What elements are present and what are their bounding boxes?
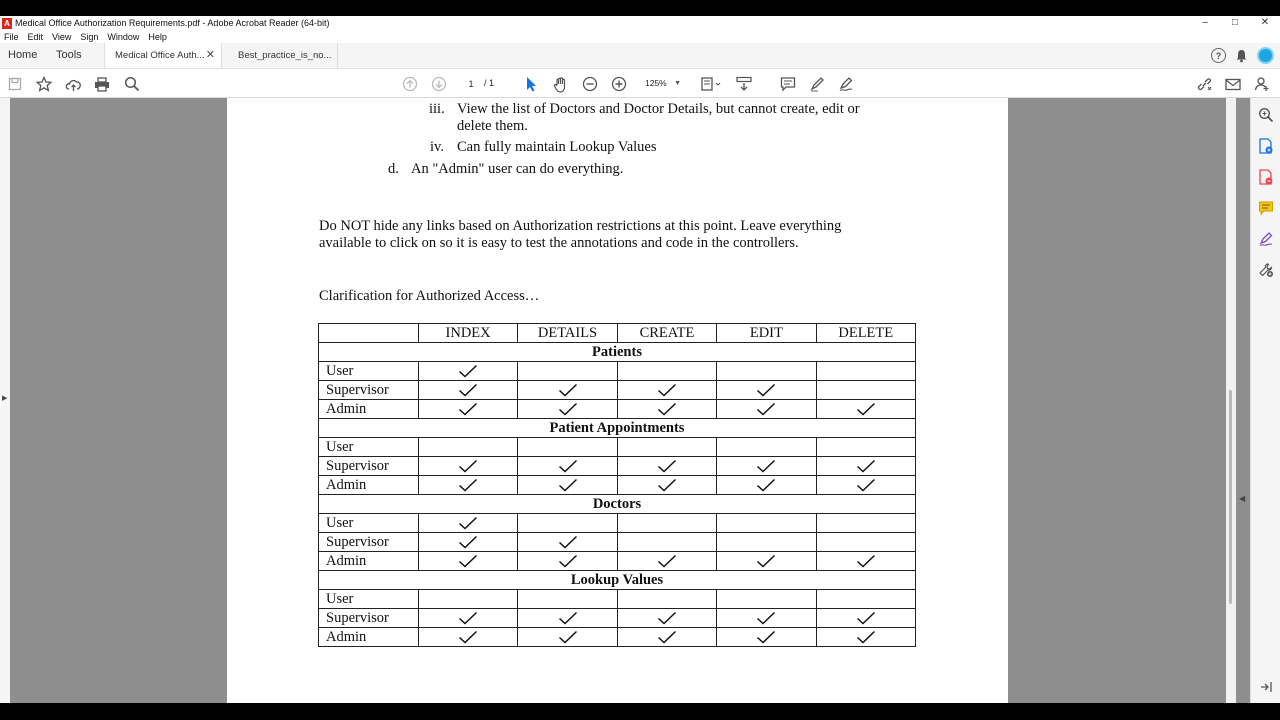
table-permission-cell <box>617 628 716 647</box>
table-row <box>319 476 916 495</box>
maximize-icon[interactable]: □ <box>1231 17 1239 28</box>
authorization-table <box>318 323 916 647</box>
help-icon[interactable]: ? <box>1211 48 1226 63</box>
table-permission-cell <box>518 609 617 628</box>
table-permission-cell <box>717 476 816 495</box>
scrollbar-thumb[interactable] <box>1229 390 1232 604</box>
table-header-cell: DELETE <box>816 324 915 343</box>
table-section-title: Patients <box>319 343 916 362</box>
table-permission-cell <box>816 514 915 533</box>
checkmark-icon <box>458 610 478 626</box>
collapse-tools-pane-icon[interactable] <box>1257 678 1275 696</box>
screen-border-bottom <box>0 703 1280 720</box>
close-tab-icon[interactable]: ✕ <box>205 49 215 61</box>
sign-pen-icon[interactable] <box>837 75 855 93</box>
share-user-icon[interactable] <box>1253 75 1271 93</box>
checkmark-icon <box>458 401 478 417</box>
pdf-page <box>227 98 1008 703</box>
table-permission-cell <box>717 362 816 381</box>
checkmark-icon <box>756 610 776 626</box>
table-role-cell: Admin <box>319 552 419 571</box>
checkmark-icon <box>458 382 478 398</box>
vertical-scrollbar[interactable] <box>1226 98 1236 703</box>
window-title: Medical Office Authorization Requirements.pdf - Adobe Acrobat Reader (64-bit) <box>15 18 330 28</box>
close-window-icon[interactable]: ✕ <box>1260 17 1270 28</box>
table-permission-cell <box>617 476 716 495</box>
table-permission-cell <box>518 552 617 571</box>
table-row <box>319 590 916 609</box>
table-permission-cell <box>816 438 915 457</box>
list-item-number: iii. <box>429 101 445 117</box>
table-permission-cell <box>816 400 915 419</box>
table-permission-cell <box>518 533 617 552</box>
table-permission-cell <box>816 590 915 609</box>
next-page-icon[interactable] <box>430 75 448 93</box>
paragraph-line: Do NOT hide any links based on Authorization restrictions at this point. Leave everything <box>319 218 842 234</box>
list-item-text: An "Admin" user can do everything. <box>411 161 624 177</box>
checkmark-icon <box>756 401 776 417</box>
zoom-level-dropdown[interactable] <box>639 75 685 92</box>
scroll-mode-icon[interactable] <box>735 75 753 93</box>
page-display-icon[interactable] <box>699 75 723 93</box>
create-pdf-icon[interactable] <box>1257 137 1275 155</box>
table-permission-cell <box>717 438 816 457</box>
clarification-heading: Clarification for Authorized Access… <box>319 288 540 304</box>
table-permission-cell <box>816 381 915 400</box>
list-item-text: Can fully maintain Lookup Values <box>457 139 657 155</box>
bookmark-star-icon[interactable] <box>35 75 53 93</box>
checkmark-icon <box>558 610 578 626</box>
table-permission-cell <box>418 590 517 609</box>
table-permission-cell <box>518 590 617 609</box>
zoom-tool-icon[interactable] <box>1257 106 1275 124</box>
table-role-cell: Supervisor <box>319 381 419 400</box>
table-permission-cell <box>617 514 716 533</box>
table-permission-cell <box>717 514 816 533</box>
list-item-letter: d. <box>388 161 399 177</box>
notifications-bell-icon[interactable] <box>1232 46 1251 65</box>
list-item-text: View the list of Doctors and Doctor Details, but cannot create, edit or <box>457 101 860 117</box>
menu-edit[interactable]: Edit <box>27 31 44 42</box>
checkmark-icon <box>856 477 876 493</box>
checkmark-icon <box>558 629 578 645</box>
more-tools-icon[interactable] <box>1257 261 1275 279</box>
checkmark-icon <box>558 382 578 398</box>
authorization-table-body <box>319 343 916 647</box>
export-pdf-icon[interactable] <box>1257 168 1275 186</box>
table-permission-cell <box>816 362 915 381</box>
checkmark-icon <box>657 382 677 398</box>
tab-bar <box>0 43 1280 69</box>
table-permission-cell <box>518 514 617 533</box>
table-permission-cell <box>617 590 716 609</box>
table-section-row <box>319 571 916 590</box>
checkmark-icon <box>558 534 578 550</box>
table-permission-cell <box>816 552 915 571</box>
comment-icon[interactable] <box>779 75 797 93</box>
table-role-cell: Supervisor <box>319 457 419 476</box>
table-header-cell: EDIT <box>717 324 816 343</box>
table-permission-cell <box>617 609 716 628</box>
zoom-in-icon[interactable] <box>610 75 628 93</box>
checkmark-icon <box>458 458 478 474</box>
table-header-row <box>319 324 916 343</box>
menu-window[interactable]: Window <box>107 31 140 42</box>
table-permission-cell <box>617 552 716 571</box>
user-account-icon[interactable] <box>1257 47 1274 64</box>
table-permission-cell <box>518 381 617 400</box>
checkmark-icon <box>458 363 478 379</box>
checkmark-icon <box>458 534 478 550</box>
checkmark-icon <box>458 553 478 569</box>
link-share-icon[interactable] <box>1195 75 1213 93</box>
zoom-level-value: 125% <box>645 78 667 88</box>
list-item-number: iv. <box>430 139 444 155</box>
table-permission-cell <box>816 609 915 628</box>
checkmark-icon <box>558 553 578 569</box>
hand-tool-icon[interactable] <box>552 75 570 93</box>
tab-home[interactable]: Home <box>8 49 38 61</box>
checkmark-icon <box>756 629 776 645</box>
checkmark-icon <box>558 458 578 474</box>
minimize-icon[interactable]: – <box>1202 17 1208 28</box>
table-permission-cell <box>617 438 716 457</box>
select-cursor-icon[interactable] <box>522 75 540 93</box>
menu-file[interactable]: File <box>4 31 19 42</box>
table-permission-cell <box>816 628 915 647</box>
checkmark-icon <box>458 477 478 493</box>
table-permission-cell <box>617 400 716 419</box>
table-permission-cell <box>717 533 816 552</box>
table-role-cell: User <box>319 362 419 381</box>
chevron-down-icon: ▼ <box>674 80 681 87</box>
table-permission-cell <box>418 609 517 628</box>
checkmark-icon <box>657 610 677 626</box>
page-number-input[interactable] <box>462 76 480 91</box>
table-row <box>319 552 916 571</box>
chevron-right-icon[interactable]: ▶ <box>2 395 8 402</box>
table-permission-cell <box>717 552 816 571</box>
checkmark-icon <box>756 477 776 493</box>
table-role-cell: Supervisor <box>319 533 419 552</box>
upload-cloud-icon[interactable] <box>64 75 82 93</box>
table-role-cell: Admin <box>319 476 419 495</box>
list-item-text: delete them. <box>457 118 528 134</box>
table-row <box>319 457 916 476</box>
table-permission-cell <box>418 381 517 400</box>
table-header-cell: INDEX <box>418 324 517 343</box>
table-row <box>319 609 916 628</box>
menu-sign[interactable]: Sign <box>80 31 99 42</box>
table-permission-cell <box>816 533 915 552</box>
table-permission-cell <box>518 400 617 419</box>
table-permission-cell <box>418 438 517 457</box>
document-tab-label: Medical Office Auth... <box>115 50 205 61</box>
table-role-cell: User <box>319 514 419 533</box>
table-section-title: Patient Appointments <box>319 419 916 438</box>
screen-border-top <box>0 0 1280 16</box>
table-section-row <box>319 419 916 438</box>
menu-view[interactable]: View <box>52 31 72 42</box>
table-permission-cell <box>717 381 816 400</box>
tab-tools[interactable]: Tools <box>56 49 82 61</box>
comment-tool-icon[interactable] <box>1257 199 1275 217</box>
save-icon[interactable] <box>6 75 24 93</box>
table-permission-cell <box>617 381 716 400</box>
page-total: / 1 <box>484 78 495 88</box>
window-controls <box>1190 16 1280 30</box>
print-icon[interactable] <box>93 75 111 93</box>
email-icon[interactable] <box>1224 75 1242 93</box>
paragraph-line: available to click on so it is easy to test the annotations and code in the controllers. <box>319 235 799 251</box>
checkmark-icon <box>856 401 876 417</box>
checkmark-icon <box>558 477 578 493</box>
table-section-title: Lookup Values <box>319 571 916 590</box>
acrobat-app-icon: A <box>2 18 12 29</box>
checkmark-icon <box>657 477 677 493</box>
table-role-cell: Admin <box>319 400 419 419</box>
checkmark-icon <box>756 553 776 569</box>
table-permission-cell <box>717 457 816 476</box>
checkmark-icon <box>558 401 578 417</box>
table-permission-cell <box>816 457 915 476</box>
table-section-title: Doctors <box>319 495 916 514</box>
table-permission-cell <box>418 514 517 533</box>
checkmark-icon <box>856 610 876 626</box>
table-permission-cell <box>518 362 617 381</box>
table-section-row <box>319 495 916 514</box>
checkmark-icon <box>756 382 776 398</box>
table-permission-cell <box>418 400 517 419</box>
table-row <box>319 362 916 381</box>
checkmark-icon <box>856 458 876 474</box>
zoom-out-icon[interactable] <box>581 75 599 93</box>
right-tools-pane <box>1250 98 1280 703</box>
table-permission-cell <box>418 457 517 476</box>
document-tab-label: Best_practice_is_no... <box>238 50 332 61</box>
menu-help[interactable]: Help <box>148 31 167 42</box>
table-permission-cell <box>617 457 716 476</box>
highlight-pen-icon[interactable] <box>808 75 826 93</box>
table-header-cell: CREATE <box>617 324 716 343</box>
left-pane-expander[interactable] <box>0 98 10 703</box>
table-row <box>319 400 916 419</box>
document-tab-inactive[interactable] <box>228 43 338 68</box>
table-permission-cell <box>617 362 716 381</box>
table-permission-cell <box>617 533 716 552</box>
table-permission-cell <box>518 476 617 495</box>
search-icon[interactable] <box>123 75 141 93</box>
table-permission-cell <box>518 628 617 647</box>
table-role-cell: Admin <box>319 628 419 647</box>
checkmark-icon <box>458 629 478 645</box>
table-permission-cell <box>418 552 517 571</box>
table-role-cell: Supervisor <box>319 609 419 628</box>
menu-bar <box>0 30 1280 43</box>
checkmark-icon <box>657 458 677 474</box>
table-row <box>319 514 916 533</box>
table-header-cell <box>319 324 419 343</box>
table-permission-cell <box>418 362 517 381</box>
table-section-row <box>319 343 916 362</box>
table-row <box>319 438 916 457</box>
table-header-cell: DETAILS <box>518 324 617 343</box>
fill-and-sign-icon[interactable] <box>1257 230 1275 248</box>
table-permission-cell <box>816 476 915 495</box>
checkmark-icon <box>856 553 876 569</box>
checkmark-icon <box>657 401 677 417</box>
table-permission-cell <box>518 438 617 457</box>
tabbar-right-icons <box>1211 46 1274 65</box>
title-bar <box>0 16 1280 30</box>
checkmark-icon <box>756 458 776 474</box>
table-permission-cell <box>418 476 517 495</box>
checkmark-icon <box>657 553 677 569</box>
table-permission-cell <box>717 609 816 628</box>
table-permission-cell <box>418 533 517 552</box>
table-permission-cell <box>717 590 816 609</box>
previous-page-icon[interactable] <box>401 75 419 93</box>
table-permission-cell <box>717 628 816 647</box>
checkmark-icon <box>856 629 876 645</box>
table-permission-cell <box>418 628 517 647</box>
table-permission-cell <box>717 400 816 419</box>
table-row <box>319 381 916 400</box>
document-workspace[interactable] <box>0 98 1250 703</box>
toolbar <box>0 69 1280 98</box>
checkmark-icon <box>657 629 677 645</box>
table-row <box>319 628 916 647</box>
table-role-cell: User <box>319 438 419 457</box>
table-permission-cell <box>518 457 617 476</box>
table-role-cell: User <box>319 590 419 609</box>
collapse-right-pane-icon[interactable]: ◀ <box>1239 494 1246 503</box>
document-tab-active[interactable] <box>104 43 222 68</box>
checkmark-icon <box>458 515 478 531</box>
table-row <box>319 533 916 552</box>
